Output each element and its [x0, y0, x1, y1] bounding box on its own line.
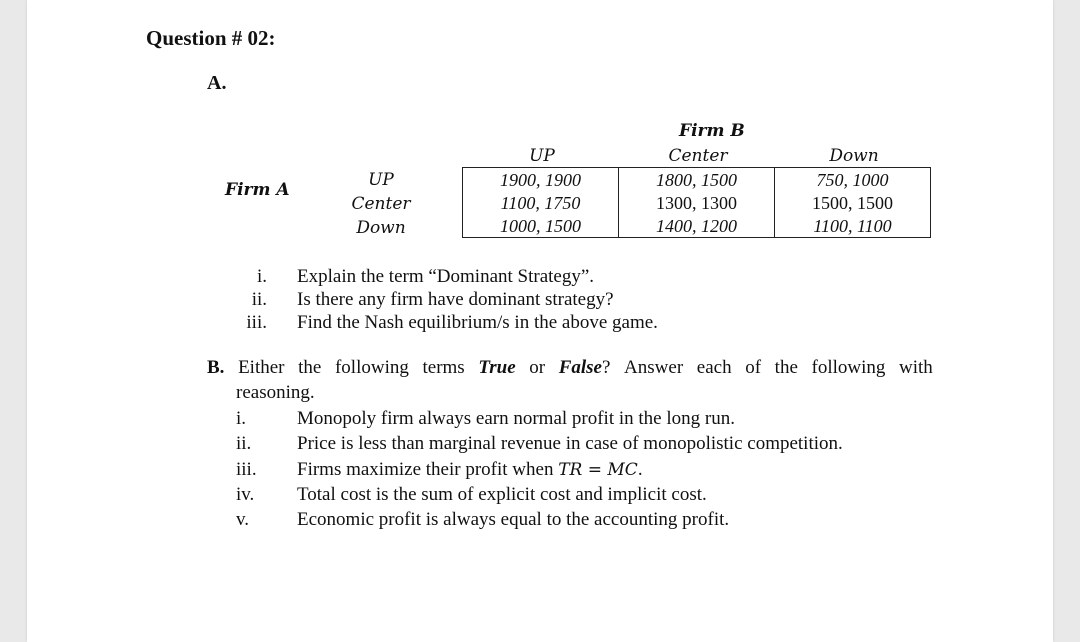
false-term: False [558, 357, 602, 378]
statement-number: iii. [236, 459, 257, 480]
firm-b-label: Firm B [679, 121, 745, 141]
intro-word: the [298, 357, 322, 378]
payoff-cell: 1900, 1900 [463, 168, 619, 192]
statement-text [297, 458, 643, 482]
payoff-cell: 1300, 1300 [619, 191, 775, 214]
question-a-text: Find the Nash equilibrium/s in the above game. [297, 312, 658, 333]
intro-word: or [529, 357, 546, 378]
question-a-number: i. [256, 266, 267, 287]
formula: TR = MC [558, 460, 638, 480]
table-row [463, 191, 931, 214]
intro-word: of [745, 357, 762, 378]
column-header-center: Center [668, 146, 728, 166]
statement-text: Total cost is the sum of explicit cost and implicit cost. [297, 484, 707, 505]
intro-word: with [899, 357, 933, 378]
question-a-number: ii. [251, 289, 267, 310]
statement-text: Price is less than marginal revenue in case of monopolistic competition. [297, 433, 843, 454]
payoff-cell: 1100, 1750 [463, 191, 619, 214]
intro-word: the [774, 357, 798, 378]
row-header-center: Center [351, 194, 411, 214]
false-term-group [559, 357, 611, 379]
row-header-up: UP [368, 170, 394, 190]
payoff-cell: 1500, 1500 [775, 191, 931, 214]
statement-text: Economic profit is always equal to the accounting profit. [297, 509, 730, 530]
section-a-label: A. [207, 72, 227, 94]
question-title: Question # 02: [146, 26, 276, 50]
statement-text: Monopoly firm always earn normal profit in the long run. [297, 408, 735, 429]
intro-word: each [696, 357, 732, 378]
payoff-cell: 1100, 1100 [775, 214, 931, 238]
payoff-cell: 750, 1000 [775, 168, 931, 192]
document-page [27, 0, 1053, 642]
statement-number: ii. [236, 433, 252, 454]
column-header-up: UP [529, 146, 555, 166]
section-b-label: B. [207, 357, 225, 378]
question-mark: ? [601, 357, 611, 378]
question-a-text: Is there any firm have dominant strategy? [297, 289, 614, 310]
statement-number: i. [236, 408, 247, 429]
row-header-down: Down [356, 218, 406, 238]
statement-number: v. [236, 509, 250, 530]
statement-number: iv. [236, 484, 255, 505]
intro-word: terms [422, 357, 465, 378]
section-b-heading [207, 357, 933, 379]
question-a-number: iii. [246, 312, 267, 333]
payoff-cell: 1800, 1500 [619, 168, 775, 192]
firm-a-label: Firm A [225, 180, 290, 200]
intro-word: following [811, 357, 886, 378]
payoff-matrix [462, 167, 931, 238]
true-term: True [478, 357, 516, 378]
statement-text-part: Firms maximize their profit when [297, 459, 559, 480]
section-b-continuation: reasoning. [236, 382, 315, 403]
intro-word: Answer [624, 357, 684, 378]
intro-word: Either [238, 357, 285, 378]
table-row [463, 214, 931, 238]
table-row [463, 168, 931, 192]
column-header-down: Down [829, 146, 879, 166]
question-a-text: Explain the term “Dominant Strategy”. [297, 266, 595, 287]
statement-text-part: . [637, 459, 643, 480]
payoff-cell: 1000, 1500 [463, 214, 619, 238]
payoff-cell: 1400, 1200 [619, 214, 775, 238]
intro-word: following [334, 357, 409, 378]
